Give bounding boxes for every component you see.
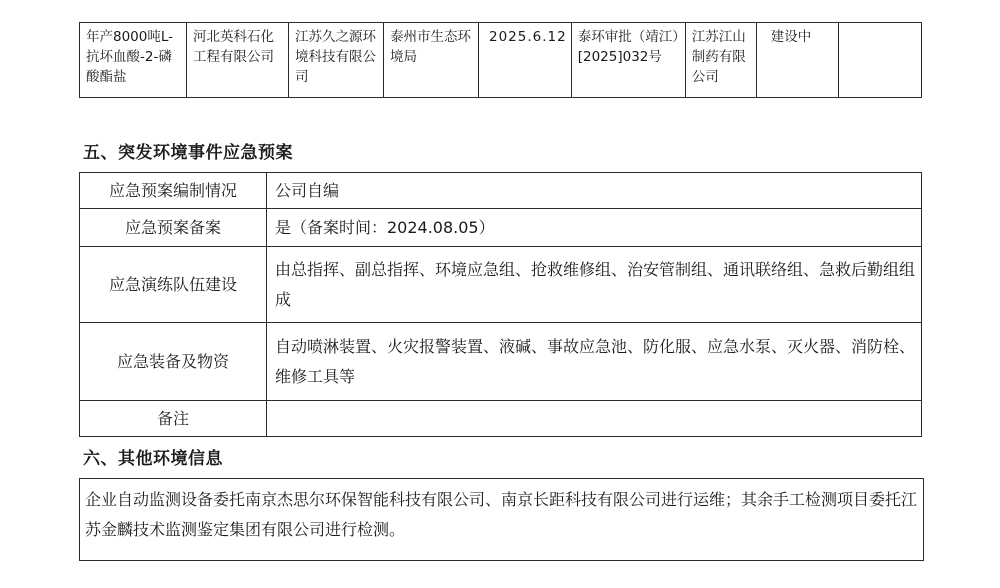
section-6-title: 六、其他环境信息 <box>83 449 223 469</box>
table-row <box>80 173 922 209</box>
row-label: 应急演练队伍建设 <box>80 247 267 323</box>
row-label: 应急预案备案 <box>80 209 267 247</box>
table-row <box>80 247 922 323</box>
approval-authority-cell: 泰州市生态环境局 <box>384 23 479 98</box>
table-row <box>80 401 922 437</box>
row-value: 是（备案时间：2024.08.05） <box>267 209 922 247</box>
approval-number-cell: 泰环审批（靖江）[2025]032号 <box>571 23 685 98</box>
approval-date-cell: 2025.6.12 <box>479 23 572 98</box>
row-label: 备注 <box>80 401 267 437</box>
row-value: 由总指挥、副总指挥、环境应急组、抢救维修组、治安管制组、通讯联络组、急救后勤组组成 <box>267 247 922 323</box>
table-row <box>80 23 922 98</box>
design-company-cell: 河北英科石化工程有限公司 <box>187 23 289 98</box>
other-env-info-box <box>79 478 924 561</box>
section-5-title: 五、突发环境事件应急预案 <box>83 143 293 163</box>
assessment-company-cell: 江苏久之源环境科技有限公司 <box>289 23 384 98</box>
row-label: 应急装备及物资 <box>80 323 267 401</box>
remark-cell <box>838 23 921 98</box>
company-cell: 江苏江山制药有限公司 <box>685 23 756 98</box>
status-cell: 建设中 <box>756 23 838 98</box>
table-row <box>80 323 922 401</box>
row-value <box>267 401 922 437</box>
project-name-cell: 年产8000吨L-抗坏血酸-2-磷酸酯盐 <box>80 23 187 98</box>
row-label: 应急预案编制情况 <box>80 173 267 209</box>
row-value: 自动喷淋装置、火灾报警装置、液碱、事故应急池、防化服、应急水泵、灭火器、消防栓、维修工具等 <box>267 323 922 401</box>
emergency-plan-table <box>79 172 922 437</box>
table-row <box>80 209 922 247</box>
other-env-info-text: 企业自动监测设备委托南京杰思尔环保智能科技有限公司、南京长距科技有限公司进行运维；其余手工检测项目委托江苏金麟技术监测鉴定集团有限公司进行检测。 <box>85 490 918 539</box>
row-value: 公司自编 <box>267 173 922 209</box>
project-info-table <box>79 22 922 98</box>
